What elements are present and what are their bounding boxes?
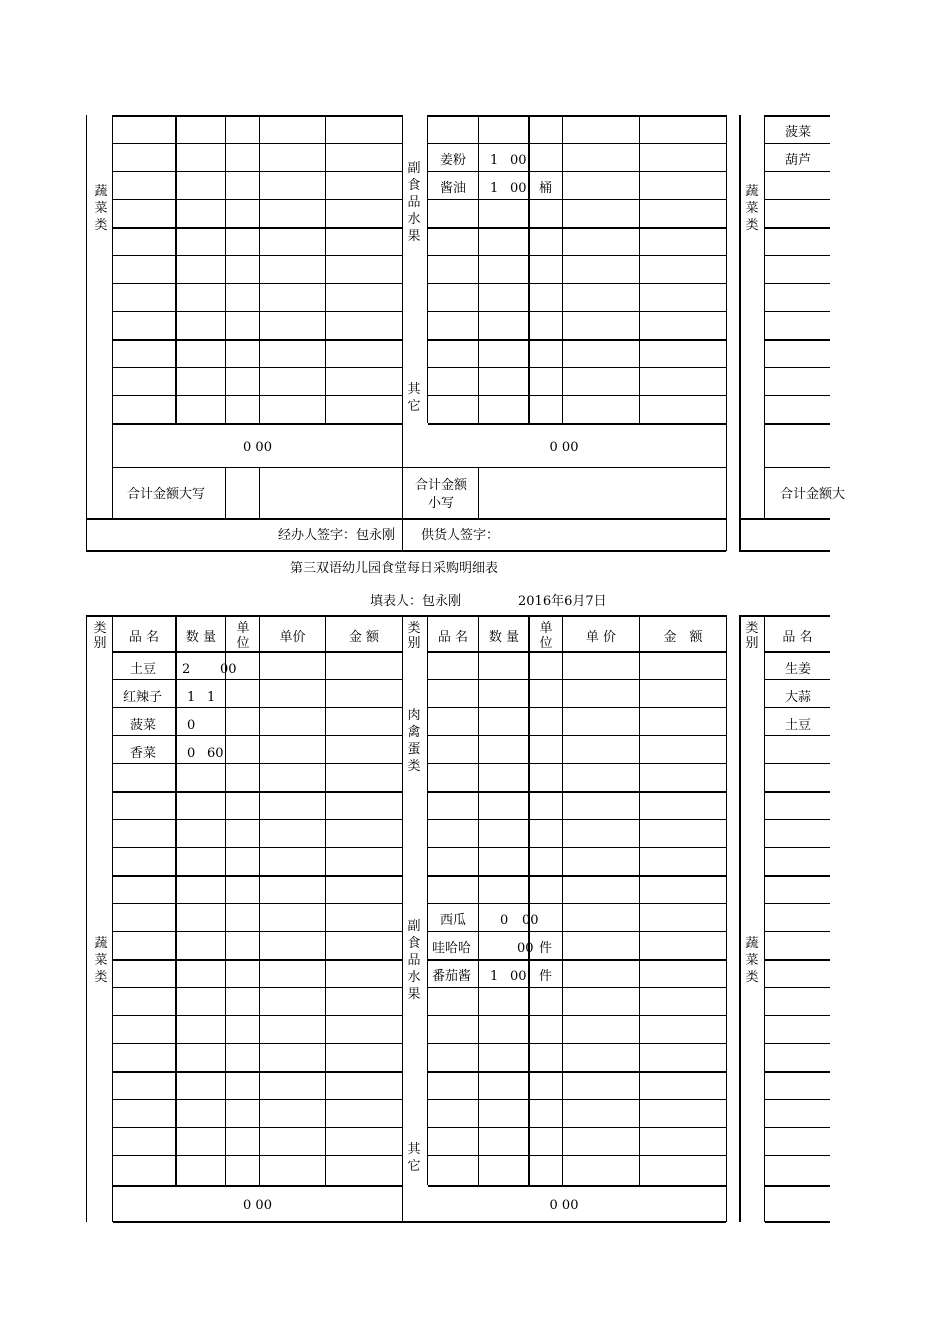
- grid-line: [427, 115, 428, 423]
- grid-line: [428, 199, 726, 200]
- grid-line: [739, 518, 830, 520]
- grid-line: [428, 651, 726, 653]
- grid-line: [113, 847, 402, 848]
- bottom-right-item-1: 生姜: [785, 662, 812, 677]
- bottom-left-item-name-4: 香菜: [130, 746, 157, 761]
- grid-line: [765, 763, 830, 764]
- bottom-mid-item-qty-b-3: 00: [510, 969, 527, 984]
- grid-line: [225, 115, 226, 423]
- grid-line: [113, 467, 726, 468]
- grid-line: [765, 199, 830, 200]
- top-mid-item-name-1: 姜粉: [440, 153, 467, 168]
- grid-line: [428, 903, 726, 904]
- grid-line: [113, 143, 402, 144]
- grid-line: [765, 367, 830, 368]
- grid-line: [639, 615, 640, 1185]
- grid-line: [428, 395, 726, 396]
- grid-line: [765, 847, 830, 848]
- grid-line: [739, 115, 741, 551]
- grid-line: [428, 679, 726, 680]
- grid-line: [112, 115, 113, 519]
- bottom-left-item-name-1: 土豆: [130, 662, 157, 677]
- grid-line: [765, 707, 830, 708]
- grid-line: [427, 615, 428, 1185]
- grid-line: [113, 875, 402, 877]
- grid-line: [428, 987, 726, 988]
- bottom-left-category: 蔬菜类: [94, 936, 108, 985]
- grid-line: [428, 959, 726, 961]
- bottom-mid-item-name-1: 西瓜: [440, 913, 467, 928]
- grid-line: [562, 615, 563, 1185]
- grid-line: [765, 423, 830, 425]
- grid-line: [86, 615, 402, 617]
- top-total-lower-label-2: 小写: [427, 496, 454, 511]
- bottom-left-item-qty-b-4: 60: [207, 746, 224, 761]
- grid-line: [764, 615, 765, 1222]
- grid-line: [113, 763, 402, 764]
- top-right-total-upper-label: 合计金额大: [780, 487, 846, 502]
- grid-line: [86, 550, 726, 552]
- grid-line: [765, 395, 830, 396]
- grid-line: [113, 679, 402, 680]
- top-mid-item-name-2: 酱油: [440, 181, 467, 196]
- grid-line: [428, 115, 726, 117]
- grid-line: [428, 1071, 726, 1073]
- grid-line: [765, 1099, 830, 1100]
- grid-line: [113, 791, 402, 793]
- header-unit-left: 单位: [236, 621, 250, 651]
- top-right-item-2: 葫芦: [785, 153, 812, 168]
- grid-line: [113, 1099, 402, 1100]
- grid-line: [765, 171, 830, 172]
- grid-line: [765, 115, 830, 117]
- grid-line: [765, 1221, 830, 1223]
- header-name-right: 品 名: [782, 630, 813, 645]
- grid-line: [765, 903, 830, 904]
- form-filler: 填表人：包永刚: [370, 594, 462, 609]
- grid-line: [113, 255, 402, 256]
- grid-line: [726, 615, 727, 1222]
- grid-line: [113, 1221, 726, 1223]
- grid-line: [113, 903, 402, 904]
- top-left-category: 蔬菜类: [94, 184, 108, 233]
- grid-line: [86, 615, 87, 1222]
- grid-line: [765, 987, 830, 988]
- grid-line: [428, 1185, 726, 1187]
- grid-line: [765, 791, 830, 793]
- grid-line: [259, 615, 260, 1185]
- bottom-left-item-qty-a-3: 0: [187, 718, 196, 733]
- top-mid-item-qty-a-2: 1: [490, 181, 499, 196]
- grid-line: [175, 115, 177, 423]
- header-category-right: 类别: [745, 621, 759, 651]
- grid-line: [765, 1015, 830, 1016]
- grid-line: [113, 339, 402, 341]
- grid-line: [428, 423, 726, 425]
- grid-line: [428, 1099, 726, 1100]
- grid-line: [765, 651, 830, 653]
- bottom-left-item-qty-a-1: 2: [182, 662, 191, 677]
- top-right-category: 蔬菜类: [745, 184, 759, 233]
- grid-line: [739, 615, 830, 617]
- grid-line: [428, 791, 726, 793]
- grid-line: [428, 707, 726, 708]
- grid-line: [428, 931, 726, 932]
- grid-line: [113, 115, 402, 117]
- grid-line: [402, 615, 403, 1222]
- grid-line: [765, 339, 830, 341]
- grid-line: [113, 1043, 402, 1044]
- header-amount-left: 金 额: [348, 630, 380, 645]
- grid-line: [86, 115, 87, 551]
- grid-line: [765, 1127, 830, 1128]
- grid-line: [528, 115, 530, 423]
- grid-line: [113, 283, 402, 284]
- grid-line: [765, 931, 830, 932]
- grid-line: [225, 467, 226, 518]
- bottom-mid-category-other: 其它: [407, 1142, 421, 1174]
- grid-line: [113, 931, 402, 932]
- bottom-right-item-3: 土豆: [785, 718, 812, 733]
- grid-line: [739, 550, 830, 552]
- grid-line: [726, 115, 727, 551]
- grid-line: [428, 1043, 726, 1044]
- grid-line: [428, 367, 726, 368]
- grid-line: [113, 819, 402, 820]
- grid-line: [765, 467, 830, 468]
- grid-line: [259, 115, 260, 423]
- grid-line: [765, 255, 830, 256]
- bottom-mid-item-unit-3: 件: [539, 969, 553, 984]
- grid-line: [113, 367, 402, 368]
- grid-line: [113, 311, 402, 312]
- bottom-left-item-name-3: 菠菜: [130, 718, 157, 733]
- grid-line: [428, 819, 726, 820]
- grid-line: [113, 423, 402, 425]
- grid-line: [113, 395, 402, 396]
- grid-line: [478, 615, 479, 1185]
- bottom-mid-category-meat: 肉禽蛋类: [407, 708, 421, 774]
- grid-line: [428, 763, 726, 764]
- top-mid-category-fruit: 副食品水果: [407, 161, 421, 244]
- bottom-mid-item-qty-b-2: 00: [517, 941, 534, 956]
- top-mid-item-qty-b-1: 00: [510, 153, 527, 168]
- grid-line: [528, 615, 530, 1185]
- grid-line: [113, 171, 402, 172]
- grid-line: [428, 171, 726, 172]
- grid-line: [428, 735, 726, 736]
- header-category-left: 类别: [93, 621, 107, 651]
- header-price-left: 单价: [279, 630, 306, 645]
- grid-line: [428, 875, 726, 877]
- top-mid-item-qty-b-2: 00: [510, 181, 527, 196]
- grid-line: [86, 518, 726, 520]
- grid-line: [765, 311, 830, 312]
- grid-line: [428, 143, 726, 144]
- top-mid-category-other: 其它: [407, 382, 421, 414]
- grid-line: [113, 199, 402, 200]
- grid-line: [428, 1155, 726, 1156]
- grid-line: [175, 615, 177, 1185]
- top-total-mid: 0 00: [549, 440, 579, 455]
- bottom-left-item-name-2: 红辣子: [123, 690, 163, 705]
- grid-line: [765, 1185, 830, 1187]
- grid-line: [428, 255, 726, 256]
- grid-line: [739, 615, 741, 1222]
- bottom-mid-item-qty-a-1: 0: [500, 913, 509, 928]
- top-mid-item-unit-2: 桶: [539, 181, 553, 196]
- grid-line: [428, 847, 726, 848]
- grid-line: [113, 735, 402, 736]
- grid-line: [259, 467, 260, 518]
- top-right-item-1: 菠菜: [785, 125, 812, 140]
- bottom-right-category: 蔬菜类: [745, 936, 759, 985]
- grid-line: [428, 311, 726, 312]
- grid-line: [402, 615, 726, 617]
- bottom-left-item-qty-b-2: 1: [207, 690, 216, 705]
- grid-line: [765, 679, 830, 680]
- header-category-mid: 类别: [407, 621, 421, 651]
- grid-line: [765, 143, 830, 144]
- header-unit-mid: 单位: [539, 621, 553, 651]
- bottom-right-item-2: 大蒜: [785, 690, 812, 705]
- grid-line: [765, 735, 830, 736]
- grid-line: [428, 1127, 726, 1128]
- header-qty-left: 数 量: [185, 630, 217, 645]
- bottom-mid-category-fruit: 副食品水果: [407, 919, 421, 1002]
- top-total-upper-label: 合计金额大写: [127, 487, 206, 502]
- grid-line: [113, 1071, 402, 1073]
- top-total-left: 0 00: [243, 440, 272, 455]
- grid-line: [428, 1015, 726, 1016]
- bottom-mid-item-qty-b-1: 00: [522, 913, 539, 928]
- grid-line: [639, 115, 640, 423]
- grid-line: [478, 115, 479, 423]
- bottom-left-item-qty-b-1: 00: [220, 662, 237, 677]
- form-title: 第三双语幼儿园食堂每日采购明细表: [290, 561, 499, 576]
- bottom-mid-item-name-2: 哇哈哈: [432, 941, 472, 956]
- grid-line: [113, 651, 402, 653]
- grid-line: [113, 227, 402, 229]
- grid-line: [325, 615, 326, 1185]
- grid-line: [765, 1071, 830, 1073]
- grid-line: [765, 959, 830, 961]
- grid-line: [765, 875, 830, 877]
- grid-line: [765, 227, 830, 229]
- bottom-left-item-qty-a-4: 0: [187, 746, 196, 761]
- grid-line: [113, 1155, 402, 1156]
- bottom-left-item-qty-a-2: 1: [187, 690, 196, 705]
- bottom-mid-item-name-3: 番茄酱: [432, 969, 472, 984]
- grid-line: [113, 987, 402, 988]
- grid-line: [428, 339, 726, 341]
- grid-line: [765, 1043, 830, 1044]
- header-amount-mid: 金 额: [663, 630, 703, 645]
- grid-line: [765, 283, 830, 284]
- top-mid-item-qty-a-1: 1: [490, 153, 499, 168]
- grid-line: [428, 227, 726, 229]
- grid-line: [113, 1015, 402, 1016]
- bottom-mid-item-qty-a-3: 1: [490, 969, 499, 984]
- form-date: 2016年6月7日: [518, 594, 607, 609]
- grid-line: [325, 115, 326, 423]
- grid-line: [113, 959, 402, 961]
- grid-line: [113, 1127, 402, 1128]
- bottom-mid-item-unit-2: 件: [539, 941, 553, 956]
- header-name-mid: 品 名: [437, 630, 469, 645]
- bottom-total-mid: 0 00: [549, 1198, 579, 1213]
- grid-line: [562, 115, 563, 423]
- grid-line: [428, 283, 726, 284]
- grid-line: [113, 1185, 402, 1187]
- top-total-lower-label-1: 合计金额: [414, 478, 467, 493]
- signature-line: 经办人签字：包永刚 供货人签字：: [278, 528, 500, 543]
- header-qty-mid: 数 量: [488, 630, 520, 645]
- bottom-total-left: 0 00: [243, 1198, 272, 1213]
- grid-line: [764, 115, 765, 519]
- grid-line: [113, 707, 402, 708]
- grid-line: [765, 1155, 830, 1156]
- header-name-left: 品 名: [128, 630, 160, 645]
- grid-line: [765, 819, 830, 820]
- grid-line: [225, 615, 226, 1185]
- header-price-mid: 单 价: [585, 630, 617, 645]
- grid-line: [112, 615, 113, 1222]
